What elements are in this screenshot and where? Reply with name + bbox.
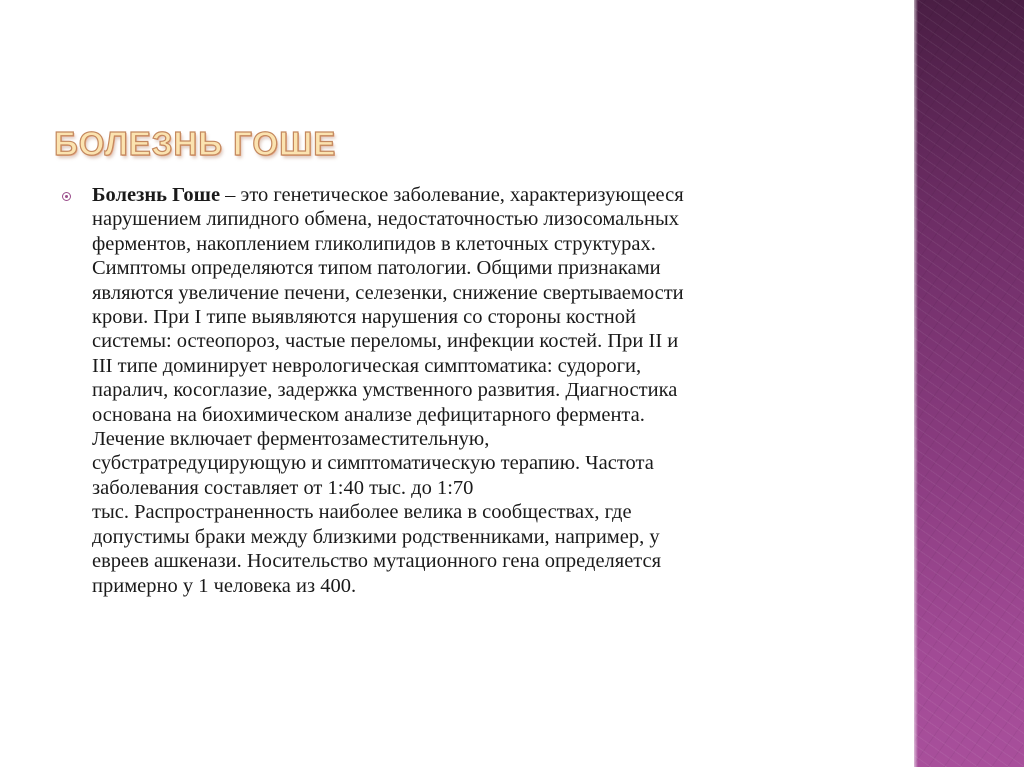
text-line: субстратредуцирующую и симптоматическую терапию. Частота bbox=[92, 452, 654, 475]
text-line bbox=[92, 183, 892, 207]
text-line: допустимы браки между близкими родственниками, например, у bbox=[92, 525, 660, 548]
text-line: являются увеличение печени, селезенки, снижение свертываемости bbox=[92, 281, 684, 304]
text-line: Симптомы определяются типом патологии. Общими признаками bbox=[92, 257, 661, 280]
decorative-side-panel bbox=[914, 0, 1024, 767]
text-line: Лечение включает ферментозаместительную, bbox=[92, 428, 490, 451]
text-line: крови. При I типе выявляются нарушения со стороны костной bbox=[92, 306, 636, 329]
text-line: заболевания составляет от 1:40 тыс. до 1:70 bbox=[92, 476, 474, 499]
bullet-definition: – это генетическое заболевание, характеризующееся bbox=[220, 184, 684, 206]
bullet-icon bbox=[62, 192, 71, 201]
bullet-term: Болезнь Гоше bbox=[92, 184, 221, 206]
side-panel-edge bbox=[914, 0, 918, 767]
text-line: тыс. Распространенность наиболее велика в сообществах, где bbox=[92, 501, 632, 524]
text-line: примерно у 1 человека из 400. bbox=[92, 574, 357, 597]
text-line: евреев ашкенази. Носительство мутационного гена определяется bbox=[92, 550, 662, 573]
bullet-text bbox=[92, 183, 892, 598]
slide-title: БОЛЕЗНЬ ГОШЕ bbox=[54, 125, 337, 162]
text-line: системы: остеопороз, частые переломы, инфекции костей. При II и bbox=[92, 330, 679, 353]
side-panel-texture bbox=[914, 0, 1024, 767]
text-line: основана на биохимическом анализе дефицитарного фермента. bbox=[92, 403, 645, 426]
text-line: III типе доминирует неврологическая симптоматика: судороги, bbox=[92, 354, 642, 377]
text-line: паралич, косоглазие, задержка умственного развития. Диагностика bbox=[92, 379, 678, 402]
text-line: нарушением липидного обмена, недостаточностью лизосомальных bbox=[92, 208, 680, 231]
bullet-dot bbox=[65, 195, 68, 198]
text-line: ферментов, накоплением гликолипидов в клеточных структурах. bbox=[92, 232, 656, 255]
